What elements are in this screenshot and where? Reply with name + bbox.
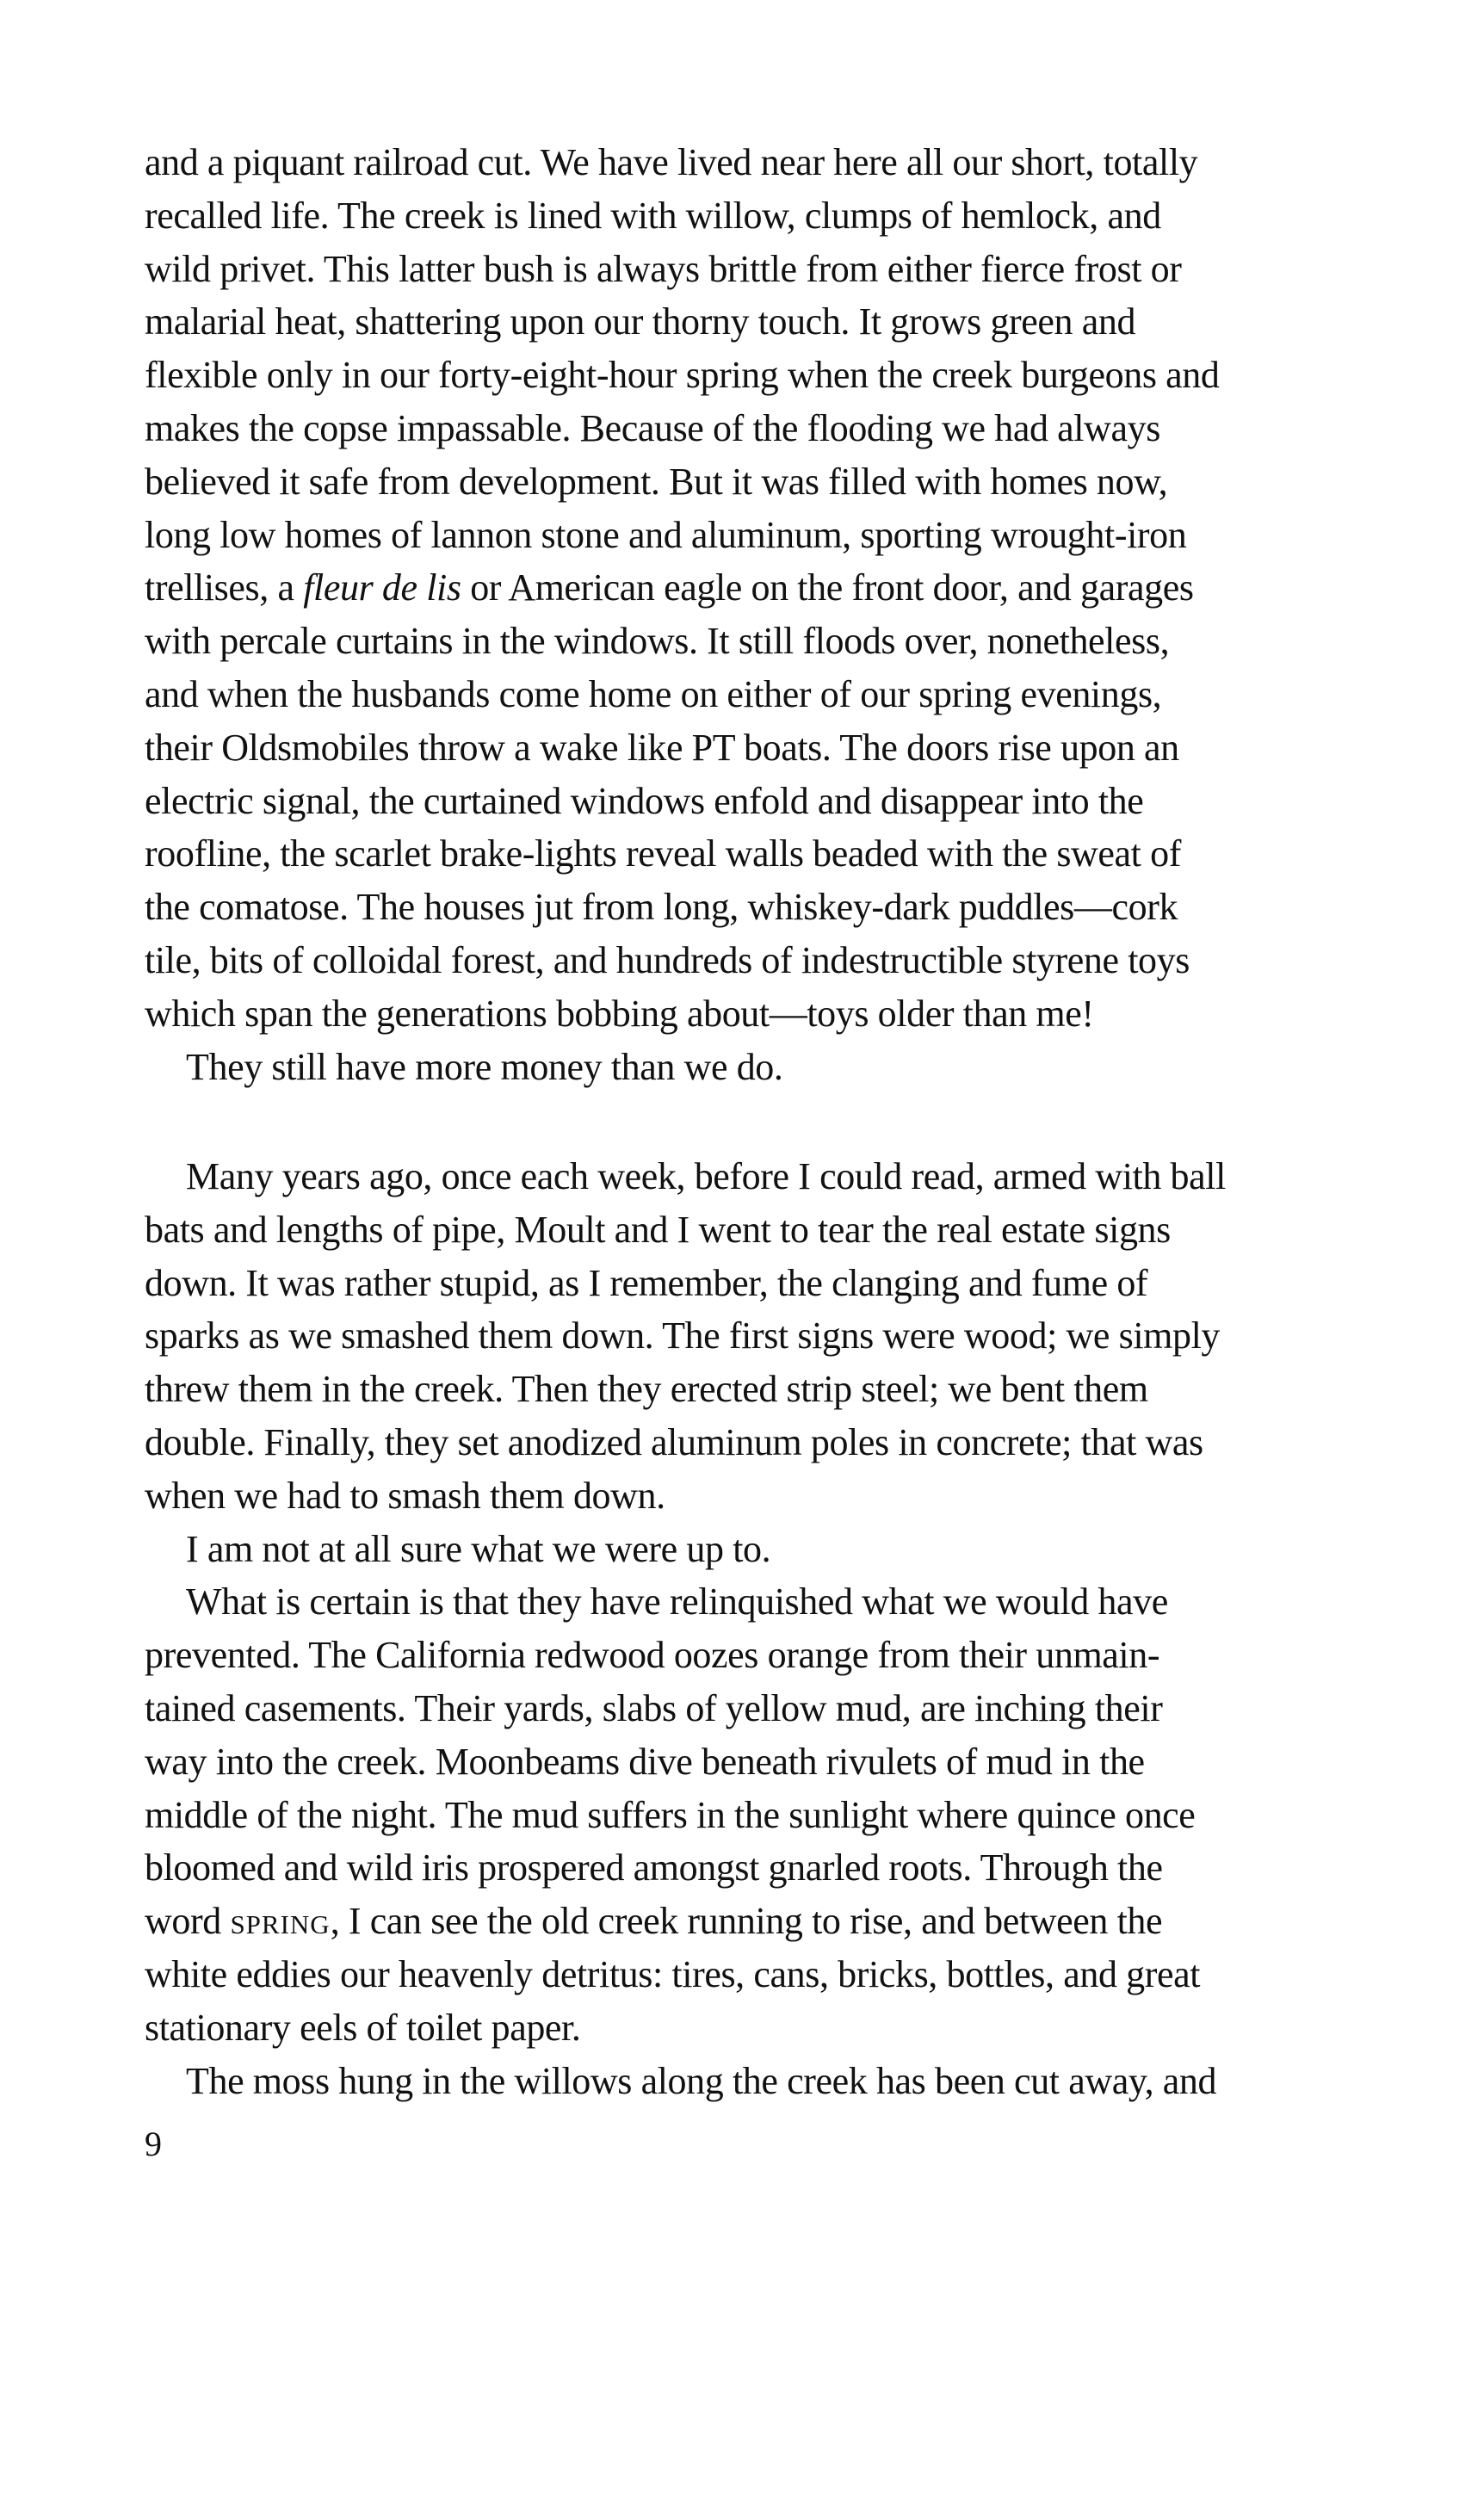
text-line: tained casements. Their yards, slabs of yellow mud, are inching their <box>145 1686 1163 1729</box>
text-line: malarial heat, shattering upon our thorny touch. It grows green and <box>145 300 1136 343</box>
text-line: sparks as we smashed them down. The first signs were wood; we simply <box>145 1314 1221 1358</box>
text-line: believed it safe from development. But it was filled with homes now, <box>145 460 1168 503</box>
page-number: 9 <box>145 2125 162 2163</box>
text-line: with percale curtains in the windows. It still floods over, nonetheless, <box>145 620 1170 663</box>
text-line: What is certain is that they have relinquished what we would have <box>186 1580 1168 1624</box>
text-line: down. It was rather stupid, as I remember, the clanging and fume of <box>145 1261 1148 1304</box>
text-line: middle of the night. The mud suffers in the sunlight where quince once <box>145 1793 1196 1836</box>
text-line: stationary eels of toilet paper. <box>145 2006 581 2049</box>
smallcaps-word: spring <box>230 1900 331 1943</box>
text-line: recalled life. The creek is lined with willow, clumps of hemlock, and <box>145 194 1161 237</box>
text-line: makes the copse impassable. Because of the flooding we had always <box>145 406 1160 449</box>
paragraph-block-creek-homes <box>145 136 1350 1093</box>
text-line: tile, bits of colloidal forest, and hundreds of indestructible styrene toys <box>145 938 1190 981</box>
italic-phrase: fleur de lis <box>303 566 461 609</box>
text-line: electric signal, the curtained windows enfold and disappear into the <box>145 779 1144 822</box>
text-line: threw them in the creek. Then they erected strip steel; we bent them <box>145 1368 1148 1411</box>
text-line: flexible only in our forty-eight-hour spring when the creek burgeons and <box>145 354 1220 397</box>
text-segment: trellises, a <box>145 566 304 609</box>
paragraph-block-real-estate-signs <box>145 1150 1350 2107</box>
text-line: wild privet. This latter bush is always brittle from either fierce frost or <box>145 247 1182 290</box>
text-segment: , I can see the old creek running to rise, and between the <box>330 1900 1163 1943</box>
text-segment: word <box>145 1900 231 1943</box>
text-line: prevented. The California redwood oozes orange from their unmain- <box>145 1634 1160 1677</box>
text-line: long low homes of lannon stone and aluminum, sporting wrought-iron <box>145 513 1187 556</box>
text-line: bats and lengths of pipe, Moult and I went to tear the real estate signs <box>145 1208 1171 1251</box>
text-line: I am not at all sure what we were up to. <box>186 1527 771 1570</box>
text-line: which span the generations bobbing about—toys older than me! <box>145 992 1094 1035</box>
text-line: bloomed and wild iris prospered amongst gnarled roots. Through the <box>145 1846 1163 1890</box>
text-line: their Oldsmobiles throw a wake like PT boats. The doors rise upon an <box>145 726 1179 769</box>
text-line: They still have more money than we do. <box>186 1045 783 1088</box>
text-line: and when the husbands come home on either of our spring evenings, <box>145 672 1162 715</box>
text-segment: or American eagle on the front door, and garages <box>461 566 1194 609</box>
text-line: double. Finally, they set anodized aluminum poles in concrete; that was <box>145 1420 1203 1463</box>
text-line: Many years ago, once each week, before I could read, armed with ball <box>186 1155 1226 1197</box>
text-line: The moss hung in the willows along the creek has been cut away, and <box>186 2059 1217 2102</box>
text-line <box>145 561 1350 615</box>
text-line: when we had to smash them down. <box>145 1474 665 1517</box>
text-line: the comatose. The houses jut from long, whiskey-dark puddles—cork <box>145 886 1178 929</box>
text-line: roofline, the scarlet brake-lights reveal walls beaded with the sweat of <box>145 832 1181 875</box>
text-line <box>145 1895 1350 1948</box>
text-line: and a piquant railroad cut. We have lived near here all our short, totally <box>145 141 1198 183</box>
text-line: white eddies our heavenly detritus: tires, cans, bricks, bottles, and great <box>145 1952 1201 1995</box>
text-line: way into the creek. Moonbeams dive beneath rivulets of mud in the <box>145 1740 1145 1783</box>
